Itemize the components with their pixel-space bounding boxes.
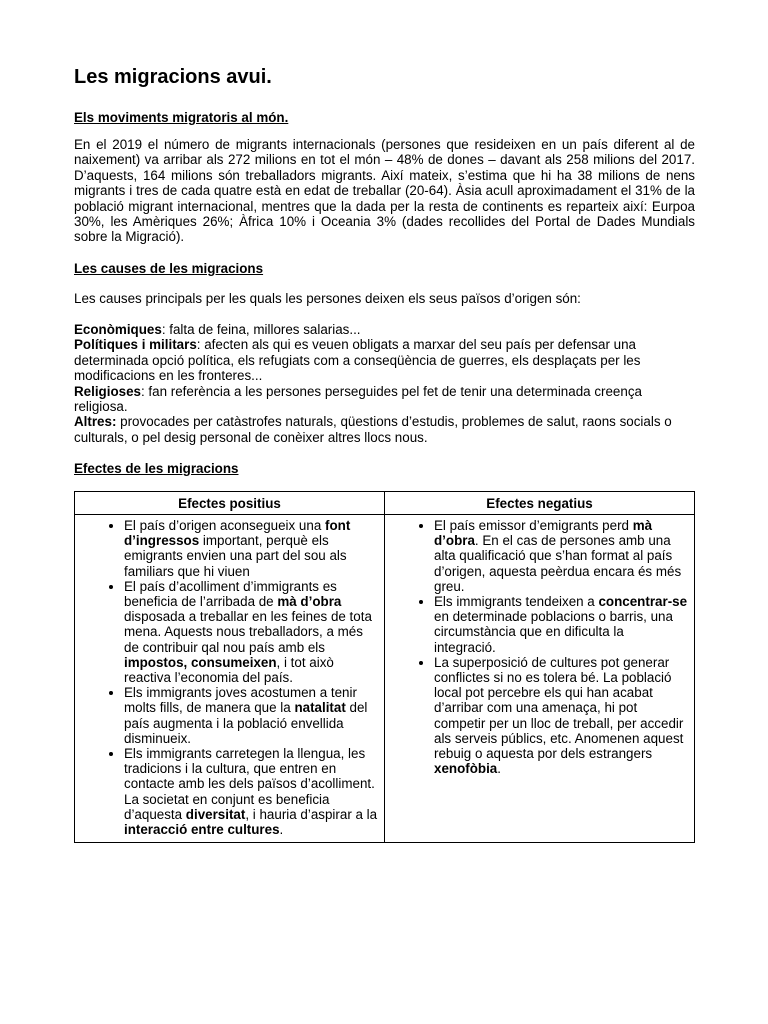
negative-effects-header: Efectes negatius <box>385 492 695 515</box>
item-text: . <box>497 761 501 777</box>
negative-effects-cell <box>385 515 695 843</box>
cause-other <box>74 414 695 445</box>
item-bold: concentrar-se <box>598 594 688 610</box>
item-text: Els immigrants joves acostumen a tenir molts fills, de manera que la <box>124 685 357 716</box>
item-text: , i tot això reactiva l’economia del país. <box>124 654 334 686</box>
item-text: El país d’origen aconsegueix una <box>124 518 325 533</box>
item-text: Els immigrants tendeixen a <box>434 594 599 610</box>
cause-term: Religioses <box>74 383 141 399</box>
cause-religious <box>74 384 695 415</box>
item-text: La superposició de cultures pot generar conflictes si no es tolera bé. La població local pot percebre els qui han acabat d’arribar com una amenaça, hi pot competir per un lloc de treball, per accedir als serveis públics, etc. Anomenen aquest rebuig o aquesta por dels estrangers <box>434 654 684 762</box>
positive-effects-header: Efectes positius <box>75 492 385 515</box>
causes-intro: Les causes principals per les quals les persones deixen els seus països d’origen són: <box>74 291 581 306</box>
item-bold: xenofòbia <box>434 761 498 777</box>
cause-text: : afecten als qui es veuen obligats a marxar del seu país per defensar una determinada opció política, els refugiats com a conseqüència de guerres, els desplaçats per les modificacions en les fronteres... <box>74 337 641 384</box>
item-text: El país d’acolliment d’immigrants es beneficia de l’arribada de <box>124 578 337 610</box>
cause-text: provocades per catàstrofes naturals, qüestions d’estudis, problemes de salut, raons socials o culturals, o pel desig personal de conèixer altres llocs nous. <box>74 414 672 445</box>
table-header-row <box>75 492 695 515</box>
document-title: Les migracions avui. <box>74 66 272 88</box>
item-bold: natalitat <box>294 700 346 716</box>
list-item <box>434 594 688 655</box>
item-text: . En el cas de persones amb una alta qualificació que s’han format al país d’origen, aquesta peèrdua encara és més greu. <box>434 533 682 594</box>
list-item <box>124 685 378 746</box>
section-heading-causes: Les causes de les migracions <box>74 261 264 276</box>
item-text: El país emissor d’emigrants perd <box>434 518 633 533</box>
table-row <box>75 515 695 843</box>
section-heading-world-migration: Els moviments migratoris al món. <box>74 110 289 125</box>
item-bold: impostos, consumeixen <box>124 654 277 670</box>
item-text: en determinade poblacions o barris, una circumstància que en dificulta la integració. <box>434 609 673 655</box>
item-bold: mà d’obra <box>277 594 342 610</box>
item-text: , i hauria d’aspirar a la <box>245 806 378 822</box>
item-bold: font d’ingressos <box>124 518 351 549</box>
list-item <box>124 746 378 837</box>
cause-term: Polítiques i militars <box>74 337 197 353</box>
item-text: Els immigrants carretegen la llengua, les tradicions i la cultura, que entren en contacte amb les dels països d’acolliment. La societat en conjunt es beneficia d’aquesta <box>124 746 375 822</box>
item-text: . <box>279 822 284 838</box>
list-item <box>434 655 688 777</box>
item-text: important, perquè els emigrants envien una part del sou als familiars que hi viuen <box>124 533 347 579</box>
effects-table <box>74 491 695 843</box>
world-migration-paragraph: En el 2019 el número de migrants internacionals (persones que resideixen en un país diferent al de naixement) va arribar als 272 milions en tot el món – 48% de dones – davant als 258 milions del 2017. D’aquests, 164 milions són treballadors migrants. Així mateix, s’estima que hi ha 38 milions de nens migrants i tres de cada quatre està en edat de treballar (20-64). Àsia acull aproximadament el 31% de la població migrant internacional, mentres que la dada per la resta de continents es reparteix així: Eurpoa 30%, les Amèriques 26%; Àfrica 10% i Oceania 3% (dades recollides del Portal de Dades Mundials sobre la Migració). <box>74 137 695 245</box>
positive-effects-cell <box>75 515 385 843</box>
list-item <box>124 518 378 579</box>
item-bold: interacció entre cultures <box>124 822 280 838</box>
item-text: del país augmenta i la població envellida disminueix. <box>124 700 368 746</box>
cause-political <box>74 337 695 383</box>
section-heading-effects: Efectes de les migracions <box>74 461 239 476</box>
cause-text: : falta de feina, millores salarias... <box>161 322 361 337</box>
positive-effects-list <box>79 518 378 837</box>
item-bold: diversitat <box>185 806 246 822</box>
list-item <box>434 518 688 594</box>
cause-term: Altres: <box>74 414 117 430</box>
item-bold: mà d’obra <box>434 518 653 549</box>
negative-effects-list <box>389 518 688 776</box>
causes-list <box>74 322 695 445</box>
cause-economic <box>74 322 695 337</box>
cause-text: : fan referència a les persones perseguides pel fet de tenir una determinada creença religiosa. <box>74 383 642 415</box>
item-text: disposada a treballar en les feines de tota mena. Aquests nous treballadors, a més de contribuir qal nou país amb els <box>124 609 372 655</box>
list-item <box>124 579 378 685</box>
cause-term: Econòmiques <box>74 322 162 337</box>
